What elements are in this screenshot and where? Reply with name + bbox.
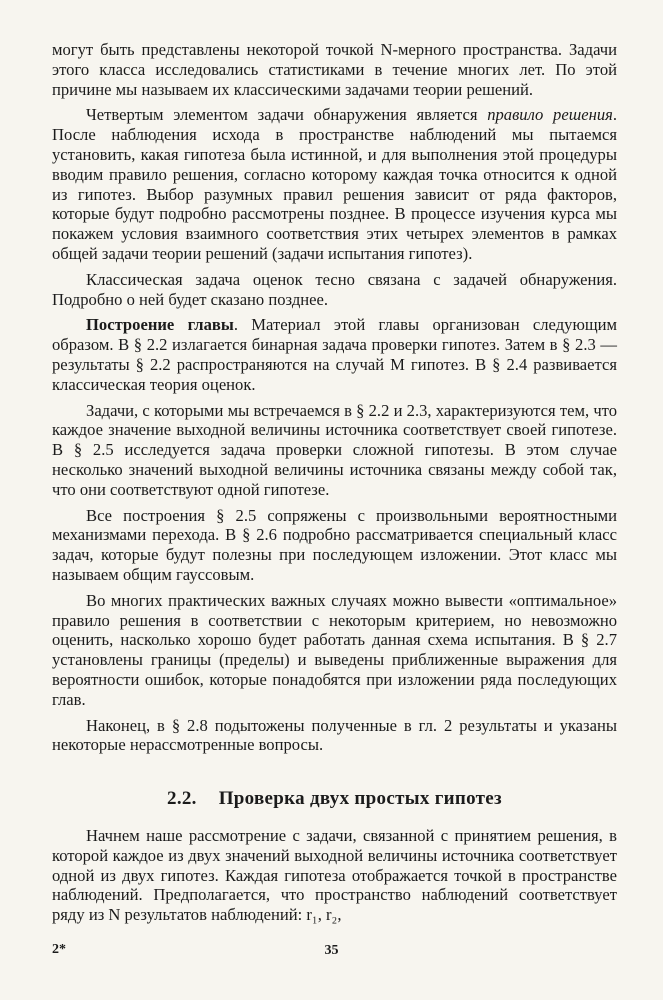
section-number: 2.2. — [167, 788, 197, 809]
body-text — [52, 40, 617, 761]
section-title: Проверка двух простых гипотез — [218, 788, 502, 809]
paragraph-2 — [52, 105, 617, 263]
paragraph-1: могут быть представлены некоторой точкой N-мерного пространства. Задачи этого класса исследовались статистиками в течение многих лет. По этой причине мы называем их классическими задачами теории решений. — [52, 40, 617, 99]
paragraph-7: Во многих практических важных случаях можно вывести «оптимальное» правило решения в соответствии с некоторым критерием, но невозможно оценить, насколько хорошо будет работать данная схема испытания. В § 2.7 установлены границы (пределы) и выведены приближенные выражения для вероятности ошибок, которые понадобятся при изложении ряда последующих глав. — [52, 590, 617, 709]
paragraph-5: Задачи, с которыми мы встречаемся в § 2.2 и 2.3, характеризуются тем, что каждое значение выходной величины источника соответствует своей гипотезе. В § 2.5 исследуется задача проверки сложной гипотезы. В этом случае несколько значений выходной величины источника связаны между собой так, что они соответствуют одной гипотезе. — [52, 400, 617, 499]
paragraph-8: Наконец, в § 2.8 подытожены полученные в гл. 2 результаты и указаны некоторые нерассмотренные вопросы. — [52, 715, 617, 755]
signature-mark: 2* — [52, 942, 66, 957]
term-decision-rule: правило решения — [487, 105, 613, 125]
paragraph-4 — [52, 315, 617, 394]
chapter-structure-heading: Построение главы — [86, 315, 234, 335]
paragraph-6: Все построения § 2.5 сопряжены с произвольными вероятностными механизмами перехода. В § 2.6 подробно рассматривается специальный класс задач, которые будут полезны при последующем изложении. Этот класс мы называем общим гауссовым. — [52, 505, 617, 584]
paragraph-3: Классическая задача оценок тесно связана с задачей обнаружения. Подробно о ней будет сказано позднее. — [52, 269, 617, 309]
section-heading — [52, 788, 617, 810]
paragraph-2-text: . После наблюдения исхода в пространстве наблюдений мы пытаемся установить, какая гипотеза была истинной, и для выполнения этой процедуры вводим правило решения, согласно которому каждая точка относится к одной из гипотез. Выбор разумных правил решения зависит от ряда факторов, которые будут подробно рассмотрены позднее. В процессе изучения курса мы покажем условия взаимного соответствия этих четырех элементов в рамках общей задачи теории решений (задачи испытания гипотез). — [52, 105, 617, 263]
page-number: 35 — [324, 943, 339, 958]
section-paragraph-1: Начнем наше рассмотрение с задачи, связанной с принятием решения, в которой каждое из двух значений выходной величины источника соответствует одной из двух гипотез. Каждая гипотеза отображается точкой в пространстве наблюдений. Предполагается, что пространство наблюдений соответствует ряду из N результатов наблюдений: r₁, r₂, — [52, 826, 617, 925]
paragraph-4-text: . Материал этой главы организован следующим образом. В § 2.2 излагается бинарная задача проверки гипотез. Затем в § 2.3 — результаты § 2.2 распространяются на случай M гипотез. В § 2.4 развивается классическая теория оценок. — [52, 315, 617, 394]
paragraph-2-lead: Четвертым элементом задачи обнаружения является — [86, 105, 488, 125]
section-text — [52, 826, 617, 925]
